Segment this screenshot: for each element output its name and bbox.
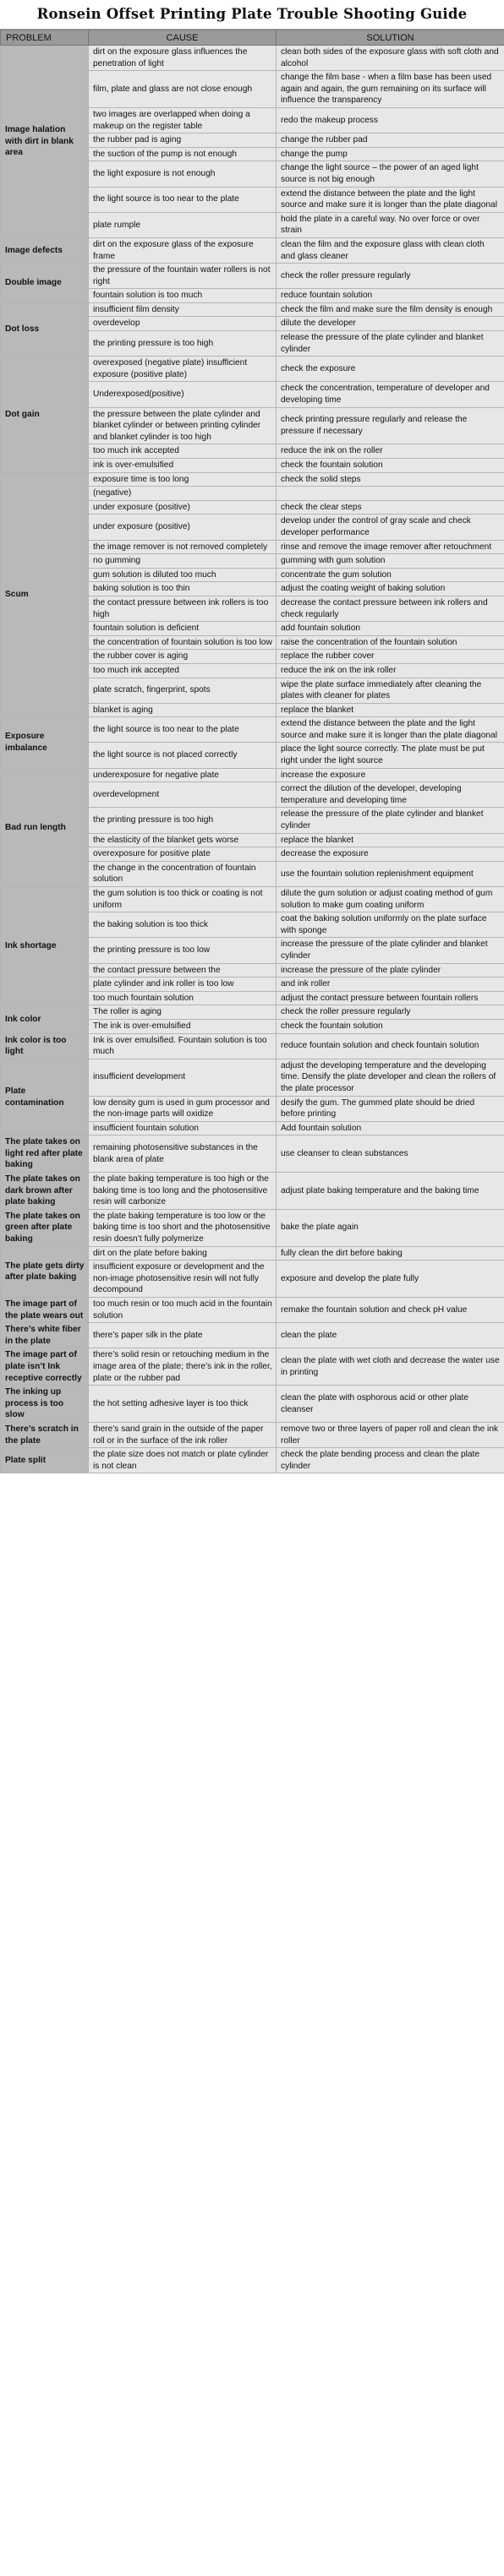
cause-cell: the image remover is not removed completely xyxy=(89,540,277,554)
solution-cell: add fountain solution xyxy=(277,622,504,636)
problem-cell: Image defects xyxy=(1,237,89,263)
table-row xyxy=(1,1136,504,1173)
solution-cell: develop under the control of gray scale and check developer performance xyxy=(277,515,504,540)
solution-cell: check the exposure xyxy=(277,357,504,382)
solution-cell: check the fountain solution xyxy=(277,459,504,473)
solution-cell: replace the blanket xyxy=(277,833,504,847)
cause-cell: insufficient film density xyxy=(89,302,277,317)
problem-cell: The image part of the plate wears out xyxy=(1,1298,89,1323)
solution-cell: dilute the developer xyxy=(277,317,504,331)
cause-cell: overdevelop xyxy=(89,317,277,331)
table-row xyxy=(1,1059,504,1096)
cause-cell: plate rumple xyxy=(89,212,277,237)
cause-cell: Underexposed(positive) xyxy=(89,382,277,407)
cause-cell: the plate baking temperature is too low or the baking time is too short and the photosensitive resin doesn’t fully polymerize xyxy=(89,1209,277,1246)
cause-cell: plate cylinder and ink roller is too low xyxy=(89,978,277,992)
solution-cell: concentrate the gum solution xyxy=(277,568,504,582)
solution-cell: replace the blanket xyxy=(277,703,504,717)
problem-cell: The inking up process is too slow xyxy=(1,1386,89,1423)
cause-cell: remaining photosensitive substances in the blank area of plate xyxy=(89,1136,277,1173)
solution-cell: reduce fountain solution xyxy=(277,289,504,303)
cause-cell: dirt on the exposure glass of the exposure frame xyxy=(89,237,277,263)
problem-cell: There’s white fiber in the plate xyxy=(1,1323,89,1348)
header-row xyxy=(1,30,504,46)
cause-cell: the rubber cover is aging xyxy=(89,650,277,664)
solution-cell: increase the pressure of the plate cylinder and blanket cylinder xyxy=(277,938,504,963)
solution-cell: use cleanser to clean substances xyxy=(277,1136,504,1173)
cause-cell: baking solution is too thin xyxy=(89,582,277,596)
table-row xyxy=(1,768,504,782)
cause-cell: the printing pressure is too high xyxy=(89,808,277,833)
solution-cell: desify the gum. The gummed plate should be dried before printing xyxy=(277,1096,504,1121)
cause-cell: gum solution is diluted too much xyxy=(89,568,277,582)
cause-cell: the suction of the pump is not enough xyxy=(89,147,277,161)
solution-cell: adjust plate baking temperature and the baking time xyxy=(277,1173,504,1210)
table-row xyxy=(1,237,504,263)
solution-cell: clean the film and the exposure glass with clean cloth and glass cleaner xyxy=(277,237,504,263)
solution-cell: extend the distance between the plate and the light source and make sure it is longer than the plate diagonal xyxy=(277,717,504,743)
cause-cell: the light exposure is not enough xyxy=(89,161,277,187)
cause-cell: insufficient fountain solution xyxy=(89,1121,277,1136)
cause-cell: the light source is not placed correctly xyxy=(89,743,277,768)
solution-cell: change the pump xyxy=(277,147,504,161)
solution-cell: clean both sides of the exposure glass with soft cloth and alcohol xyxy=(277,46,504,71)
trouble-shooting-table xyxy=(0,30,504,1473)
solution-cell: redo the makeup process xyxy=(277,107,504,133)
cause-cell: the hot setting adhesive layer is too thick xyxy=(89,1386,277,1423)
cause-cell: The roller is aging xyxy=(89,1005,277,1020)
cause-cell: plate scratch, fingerprint, spots xyxy=(89,678,277,703)
cause-cell: the concentration of fountain solution is too low xyxy=(89,635,277,650)
table-row xyxy=(1,1209,504,1246)
cause-cell: the pressure of the fountain water rollers is not right xyxy=(89,264,277,289)
solution-cell: reduce the ink on the ink roller xyxy=(277,663,504,678)
cause-cell: the light source is too near to the plate xyxy=(89,717,277,743)
solution-cell: check the solid steps xyxy=(277,472,504,487)
table-row xyxy=(1,1386,504,1423)
solution-cell: adjust the coating weight of baking solution xyxy=(277,582,504,596)
cause-cell: overexposure for positive plate xyxy=(89,847,277,862)
solution-cell: check printing pressure regularly and release the pressure if necessary xyxy=(277,407,504,444)
cause-cell: film, plate and glass are not close enough xyxy=(89,71,277,108)
table-row xyxy=(1,1422,504,1447)
cause-cell: (negative) xyxy=(89,487,277,501)
table-row xyxy=(1,1348,504,1386)
cause-cell: too much ink accepted xyxy=(89,444,277,459)
cause-cell: too much fountain solution xyxy=(89,991,277,1005)
cause-cell: the rubber pad is aging xyxy=(89,133,277,148)
cause-cell: there’s solid resin or retouching medium in the image area of the plate; there’s ink in the roller, plate or the rubber pad xyxy=(89,1348,277,1386)
cause-cell: under exposure (positive) xyxy=(89,515,277,540)
cause-cell: insufficient exposure or development and the non-image photosensitive resin will not fully decompound xyxy=(89,1261,277,1298)
problem-cell: Dot gain xyxy=(1,357,89,472)
solution-cell: check the film and make sure the film density is enough xyxy=(277,302,504,317)
solution-cell xyxy=(277,487,504,501)
solution-cell: check the concentration, temperature of developer and developing time xyxy=(277,382,504,407)
table-row xyxy=(1,1448,504,1473)
header-problem: PROBLEM xyxy=(1,30,89,46)
problem-cell: The plate takes on dark brown after plate baking xyxy=(1,1173,89,1210)
cause-cell: too much resin or too much acid in the fountain solution xyxy=(89,1298,277,1323)
cause-cell: low density gum is used in gum processor and the non-image parts will oxidize xyxy=(89,1096,277,1121)
solution-cell: and ink roller xyxy=(277,978,504,992)
solution-cell: fully clean the dirt before baking xyxy=(277,1246,504,1261)
cause-cell: Ink is over emulsified. Fountain solution is too much xyxy=(89,1033,277,1059)
cause-cell: the printing pressure is too low xyxy=(89,938,277,963)
header-cause: CAUSE xyxy=(89,30,277,46)
problem-cell: Ink shortage xyxy=(1,887,89,1005)
header-solution: SOLUTION xyxy=(277,30,504,46)
solution-cell: gumming with gum solution xyxy=(277,554,504,569)
solution-cell: exposure and develop the plate fully xyxy=(277,1261,504,1298)
solution-cell: rinse and remove the image remover after retouchment xyxy=(277,540,504,554)
solution-cell: change the rubber pad xyxy=(277,133,504,148)
solution-cell: replace the rubber cover xyxy=(277,650,504,664)
cause-cell: the plate size does not match or plate cylinder is not clean xyxy=(89,1448,277,1473)
cause-cell: the contact pressure between ink rollers is too high xyxy=(89,596,277,621)
cause-cell: exposure time is too long xyxy=(89,472,277,487)
table-row xyxy=(1,1005,504,1020)
table-row xyxy=(1,472,504,487)
solution-cell: hold the plate in a careful way. No over force or over strain xyxy=(277,212,504,237)
cause-cell: no gumming xyxy=(89,554,277,569)
table-row xyxy=(1,302,504,317)
solution-cell: decrease the exposure xyxy=(277,847,504,862)
cause-cell: too much ink accepted xyxy=(89,663,277,678)
table-row xyxy=(1,1033,504,1059)
solution-cell: raise the concentration of the fountain solution xyxy=(277,635,504,650)
cause-cell: overexposed (negative plate) insufficient exposure (positive plate) xyxy=(89,357,277,382)
cause-cell: the baking solution is too thick xyxy=(89,912,277,938)
cause-cell: the pressure between the plate cylinder and blanket cylinder or between printing cylinder and blanket cylinder is too high xyxy=(89,407,277,444)
cause-cell: dirt on the plate before baking xyxy=(89,1246,277,1261)
solution-cell: remove two or three layers of paper roll and clean the ink roller xyxy=(277,1422,504,1447)
solution-cell: place the light source correctly. The plate must be put right under the light source xyxy=(277,743,504,768)
solution-cell: check the roller pressure regularly xyxy=(277,1005,504,1020)
problem-cell: The plate takes on green after plate baking xyxy=(1,1209,89,1246)
solution-cell: check the clear steps xyxy=(277,500,504,515)
problem-cell: The plate takes on light red after plate baking xyxy=(1,1136,89,1173)
cause-cell: the contact pressure between the xyxy=(89,963,277,978)
problem-cell: Plate split xyxy=(1,1448,89,1473)
table-row xyxy=(1,46,504,71)
solution-cell: coat the baking solution uniformly on the plate surface with sponge xyxy=(277,912,504,938)
solution-cell: extend the distance between the plate and the light source and make sure it is longer than the plate diagonal xyxy=(277,187,504,212)
problem-cell: Dot loss xyxy=(1,302,89,356)
cause-cell: the gum solution is too thick or coating is not uniform xyxy=(89,887,277,912)
solution-cell: wipe the plate surface immediately after cleaning the plates with cleaner for plates xyxy=(277,678,504,703)
solution-cell: increase the pressure of the plate cylinder xyxy=(277,963,504,978)
cause-cell: The ink is over-emulsified xyxy=(89,1019,277,1033)
cause-cell: overdevelopment xyxy=(89,782,277,808)
solution-cell: check the plate bending process and clean the plate cylinder xyxy=(277,1448,504,1473)
solution-cell: change the light source – the power of an aged light source is not big enough xyxy=(277,161,504,187)
cause-cell: fountain solution is too much xyxy=(89,289,277,303)
solution-cell: clean the plate with osphorous acid or other plate cleanser xyxy=(277,1386,504,1423)
table-row xyxy=(1,1298,504,1323)
solution-cell: check the fountain solution xyxy=(277,1019,504,1033)
problem-cell: Image halation with dirt in blank area xyxy=(1,46,89,238)
solution-cell: release the pressure of the plate cylinder and blanket cylinder xyxy=(277,331,504,357)
cause-cell: the elasticity of the blanket gets worse xyxy=(89,833,277,847)
problem-cell: Ink color xyxy=(1,1005,89,1033)
solution-cell: adjust the developing temperature and the developing time. Densify the plate developer and clean the rollers of the plate processor xyxy=(277,1059,504,1096)
problem-cell: Bad run length xyxy=(1,768,89,886)
cause-cell: the light source is too near to the plate xyxy=(89,187,277,212)
table-row xyxy=(1,357,504,382)
solution-cell: release the pressure of the plate cylinder and blanket cylinder xyxy=(277,808,504,833)
problem-cell: The plate gets dirty after plate baking xyxy=(1,1246,89,1297)
cause-cell: the printing pressure is too high xyxy=(89,331,277,357)
problem-cell: Exposure imbalance xyxy=(1,717,89,768)
cause-cell: two images are overlapped when doing a makeup on the register table xyxy=(89,107,277,133)
cause-cell: the change in the concentration of fountain solution xyxy=(89,861,277,886)
cause-cell: underexposure for negative plate xyxy=(89,768,277,782)
solution-cell: change the film base - when a film base has been used again and again, the gum remaining on its surface will influence the transparency xyxy=(277,71,504,108)
problem-cell: The image part of plate isn’t Ink receptive correctly xyxy=(1,1348,89,1386)
problem-cell: Double image xyxy=(1,264,89,303)
cause-cell: there’s paper silk in the plate xyxy=(89,1323,277,1348)
solution-cell: reduce the ink on the roller xyxy=(277,444,504,459)
solution-cell: remake the fountain solution and check pH value xyxy=(277,1298,504,1323)
solution-cell: dilute the gum solution or adjust coating method of gum solution to make gum coating uniform xyxy=(277,887,504,912)
solution-cell: bake the plate again xyxy=(277,1209,504,1246)
solution-cell: clean the plate xyxy=(277,1323,504,1348)
solution-cell: Add fountain solution xyxy=(277,1121,504,1136)
page-title: Ronsein Offset Printing Plate Trouble Shooting Guide xyxy=(0,0,504,30)
cause-cell: insufficient development xyxy=(89,1059,277,1096)
cause-cell: fountain solution is deficient xyxy=(89,622,277,636)
cause-cell: the plate baking temperature is too high or the baking time is too long and the photosensitive resin will carbonize xyxy=(89,1173,277,1210)
cause-cell: there’s sand grain in the outside of the paper roll or in the surface of the ink roller xyxy=(89,1422,277,1447)
solution-cell: reduce fountain solution and check fountain solution xyxy=(277,1033,504,1059)
table-row xyxy=(1,1173,504,1210)
table-row xyxy=(1,887,504,912)
cause-cell: under exposure (positive) xyxy=(89,500,277,515)
solution-cell: decrease the contact pressure between ink rollers and check regularly xyxy=(277,596,504,621)
table-row xyxy=(1,717,504,743)
solution-cell: adjust the contact pressure between fountain rollers xyxy=(277,991,504,1005)
solution-cell: correct the dilution of the developer, developing temperature and developing time xyxy=(277,782,504,808)
problem-cell: Ink color is too light xyxy=(1,1033,89,1059)
problem-cell: Plate contamination xyxy=(1,1059,89,1136)
table-body xyxy=(1,46,504,1473)
cause-cell: dirt on the exposure glass influences the penetration of light xyxy=(89,46,277,71)
table-row xyxy=(1,1323,504,1348)
problem-cell: There’s scratch in the plate xyxy=(1,1422,89,1447)
solution-cell: increase the exposure xyxy=(277,768,504,782)
cause-cell: ink is over-emulsified xyxy=(89,459,277,473)
solution-cell: use the fountain solution replenishment equipment xyxy=(277,861,504,886)
problem-cell: Scum xyxy=(1,472,89,717)
solution-cell: check the roller pressure regularly xyxy=(277,264,504,289)
table-row xyxy=(1,1246,504,1261)
solution-cell: clean the plate with wet cloth and decrease the water use in printing xyxy=(277,1348,504,1386)
table-row xyxy=(1,264,504,289)
cause-cell: blanket is aging xyxy=(89,703,277,717)
